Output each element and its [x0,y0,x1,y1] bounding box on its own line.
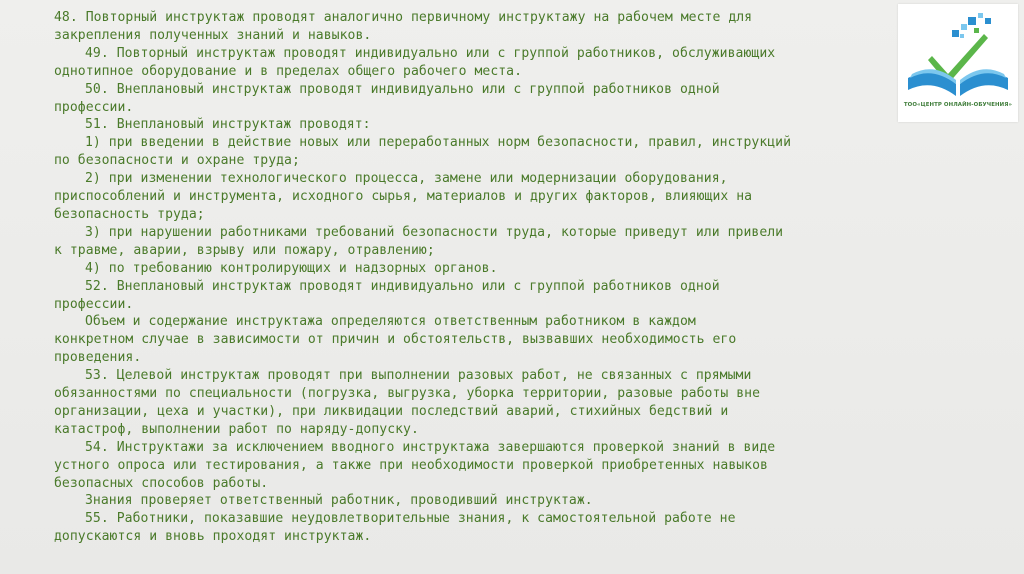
paragraph-48: 48. Повторный инструктаж проводят аналогично первичному инструктажу на рабочем месте для закрепления полученных знаний и навыков. [54,10,753,43]
logo [898,4,1018,122]
list-item-2-cont: приспособлений и инструмента, исходного сырья, материалов и других факторов, влияющих на безопасность труда; [54,189,753,222]
paragraph-55: 55. Работники, показавшие неудовлетворительные знания, к самостоятельной работе не [85,511,736,527]
paragraph-52-cont: профессии. [54,296,134,312]
document-text [54,9,884,546]
list-item-1-cont: по безопасности и охране труда; [54,153,300,169]
paragraph-scope-cont: конкретном случае в зависимости от причин и обстоятельств, вызвавших необходимость его проведения. [54,332,737,366]
paragraph-53-cont: обязанностями по специальности (погрузка, выгрузка, уборка территории, разовые работы вне организации, цеха и участки), при ликвидации последствий аварий, стихийных бедствий и катастроф, выполнении работ по наряду-допуску. [54,386,761,437]
paragraph-49-cont: однотипное оборудование и в пределах общего рабочего места. [54,63,523,79]
paragraph-scope: Объем и содержание инструктажа определяются ответственным работником в каждом [85,314,696,330]
pixel-square-icon [985,18,991,24]
list-item-4: 4) по требованию контролирующих и надзорных органов. [85,260,498,276]
pixel-square-icon [968,17,976,25]
pixel-square-icon [960,34,964,38]
list-item-3: 3) при нарушении работниками требований безопасности труда, которые приведут или привели [85,224,784,240]
pixel-square-icon [961,24,967,30]
paragraph-50-cont: профессии. [54,99,134,115]
paragraph-53: 53. Целевой инструктаж проводят при выполнении разовых работ, не связанных с прямыми [85,368,752,384]
pixel-square-icon [978,13,983,18]
paragraph-51: 51. Внеплановый инструктаж проводят: [85,117,371,133]
list-item-3-cont: к травме, аварии, взрыву или пожару, отравлению; [54,242,435,258]
logo-caption: ТОО«ЦЕНТР ОНЛАЙН-ОБУЧЕНИЯ» [903,102,1013,108]
paragraph-54: 54. Инструктажи за исключением вводного инструктажа завершаются проверкой знаний в виде [85,439,776,455]
paragraph-52: 52. Внеплановый инструктаж проводят индивидуально или с группой работников одной [85,278,720,294]
paragraph-55-cont: допускаются и вновь проходят инструктаж. [54,529,372,545]
list-item-1: 1) при введении в действие новых или переработанных норм безопасности, правил, инструкций [85,135,792,151]
pixel-square-icon [974,28,979,33]
paragraph-54-cont: устного опроса или тестирования, а также при необходимости проверкой приобретенных навыков безопасных способов работы. [54,457,768,491]
list-item-2: 2) при изменении технологического процесса, замене или модернизации оборудования, [85,171,728,187]
pixel-square-icon [952,30,959,37]
paragraph-49: 49. Повторный инструктаж проводят индивидуально или с группой работников, обслуживающих [85,45,776,61]
paragraph-verify: Знания проверяет ответственный работник, проводивший инструктаж. [85,493,593,509]
paragraph-50: 50. Внеплановый инструктаж проводят индивидуально или с группой работников одной [85,81,720,97]
